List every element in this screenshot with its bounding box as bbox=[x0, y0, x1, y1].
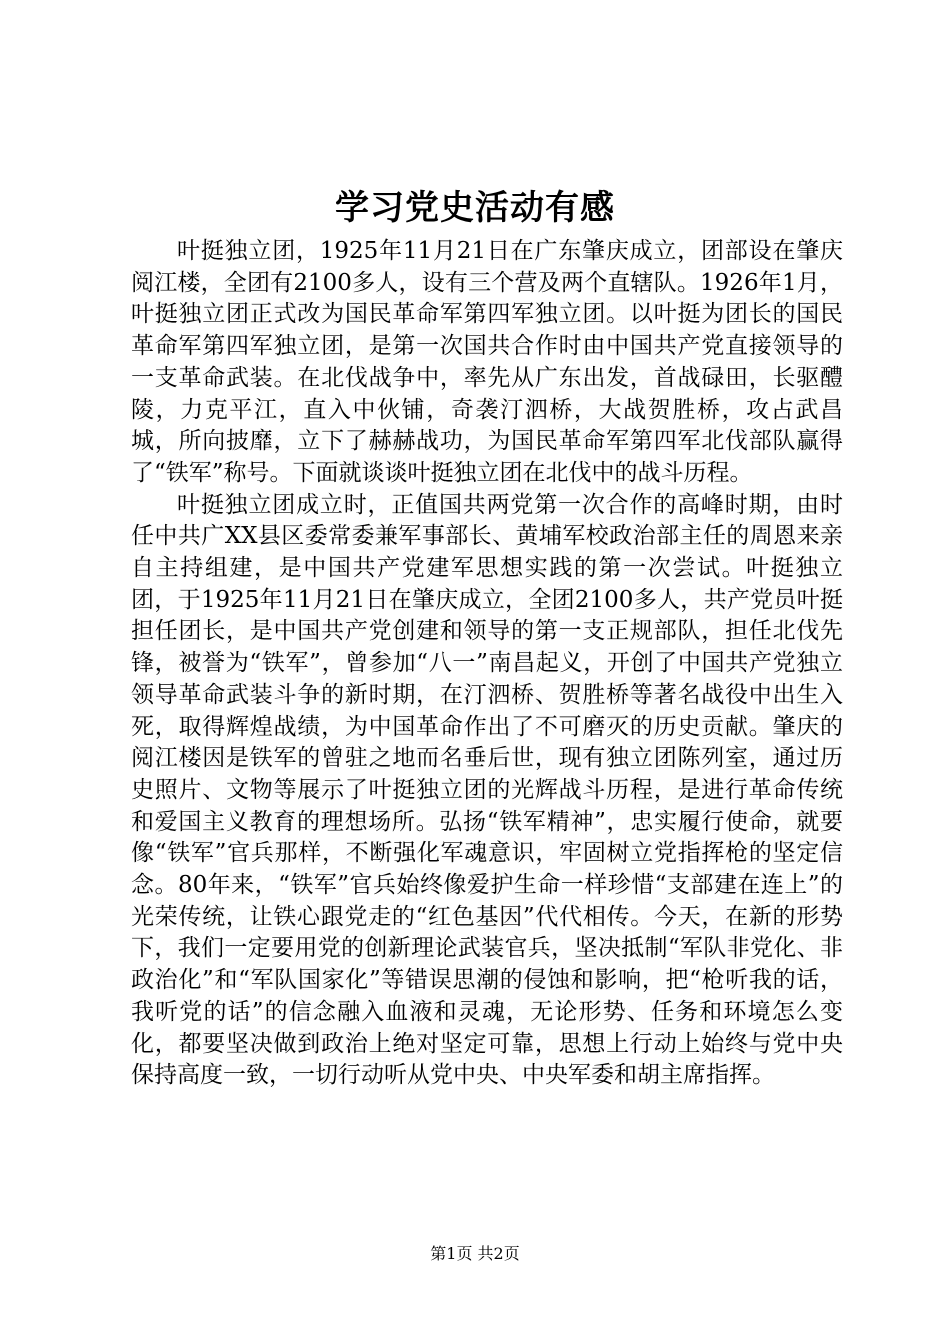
paragraph-2: 叶挺独立团成立时，正值国共两党第一次合作的高峰时期，由时任中共广XX县区委常委兼军事部长、黄埔军校政治部主任的周恩来亲自主持组建，是中国共产党建军思想实践的第一次尝试。叶挺独立团，于1925年11月21日在肇庆成立，全团2100多人，共产党员叶挺担任团长，是中国共产党创建和领导的第一支正规部队，担任北伐先锋，被誉为“铁军”，曾参加“八一”南昌起义，开创了中国共产党独立领导革命武装斗争的新时期，在汀泗桥、贺胜桥等著名战役中出生入死，取得辉煌战绩，为中国革命作出了不可磨灭的历史贡献。肇庆的阅江楼因是铁军的曾驻之地而名垂后世，现有独立团陈列室，通过历史照片、文物等展示了叶挺独立团的光辉战斗历程，是进行革命传统和爱国主义教育的理想场所。弘扬“铁军精神”，忠实履行使命，就要像“铁军”官兵那样，不断强化军魂意识，牢固树立党指挥枪的坚定信念。80年来，“铁军”官兵始终像爱护生命一样珍惜“支部建在连上”的光荣传统，让铁心跟党走的“红色基因”代代相传。今天，在新的形势下，我们一定要用党的创新理论武装官兵，坚决抵制“军队非党化、非政治化”和“军队国家化”等错误思潮的侵蚀和影响，把“枪听我的话，我听党的话”的信念融入血液和灵魂，无论形势、任务和环境怎么变化，都要坚决做到政治上绝对坚定可靠，思想上行动上始终与党中央保持高度一致，一切行动听从党中央、中央军委和胡主席指挥。 bbox=[131, 491, 843, 1089]
page-indicator: 第1页 共2页 bbox=[430, 1244, 520, 1263]
document-title: 学习党史活动有感 bbox=[335, 188, 615, 228]
paragraph-1: 叶挺独立团，1925年11月21日在广东肇庆成立，团部设在肇庆阅江楼，全团有2100多人，设有三个营及两个直辖队。1926年1月，叶挺独立团正式改为国民革命军第四军独立团。以叶挺为团长的国民革命军第四军独立团，是第一次国共合作时由中国共产党直接领导的一支革命武装。在北伐战争中，率先从广东出发，首战碌田，长驱醴陵，力克平江，直入中伙铺，奇袭汀泗桥，大战贺胜桥，攻占武昌城，所向披靡，立下了赫赫战功，为国民革命军第四军北伐部队赢得了“铁军”称号。下面就谈谈叶挺独立团在北伐中的战斗历程。 bbox=[131, 238, 843, 486]
document-body bbox=[131, 236, 843, 1092]
